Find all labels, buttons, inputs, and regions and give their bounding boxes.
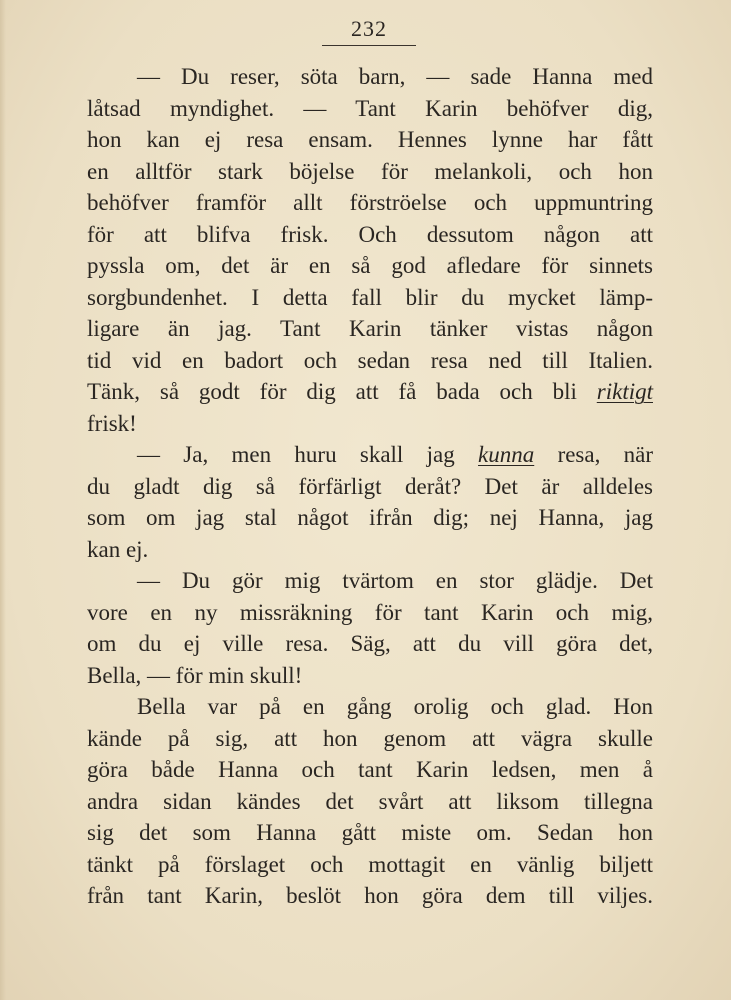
text-line [87,219,653,251]
text-line [87,408,653,440]
text-line [87,880,653,912]
text-line-main: pyssla om, det är en så god afledare för sinnets [87,253,653,278]
text-line-main: ligare än jag. Tant Karin tänker vistas någon [87,316,653,341]
text-line-main: — Du reser, söta barn, — sade Hanna med [137,64,653,89]
text-line-main: som om jag stal något ifrån dig; nej Hanna, jag [87,505,653,530]
text-line [87,565,653,597]
text-line [87,93,653,125]
text-line-main: kände på sig, att hon genom att vägra skulle [87,725,653,751]
emphasized-word: kunna [478,442,535,467]
text-line-main: kan ej. [87,536,149,562]
text-line [87,754,653,786]
text-line [87,313,653,345]
text-line [87,534,653,566]
text-line-main: hon kan ej resa ensam. Hennes lynne har fått [87,127,653,152]
text-line [87,282,653,314]
text-line [87,723,653,755]
text-line-main: — Ja, men huru skall jag [137,442,455,467]
text-line-main: göra både Hanna och tant Karin ledsen, men å [87,757,653,782]
text-line-tail: resa, när [557,442,654,467]
page-number: 232 [351,16,387,41]
text-line-main: Bella, — för min skull! [87,662,303,688]
text-line-main: vore en ny missräkning för tant Karin och mig, [87,599,653,625]
text-line [87,786,653,818]
text-line [87,628,653,660]
text-line [87,439,653,471]
text-line [87,471,653,503]
text-line [87,849,653,881]
text-line [87,660,653,692]
text-line [87,597,653,629]
text-line [87,187,653,219]
body-text [87,61,653,912]
text-line-main: — Du gör mig tvärtom en stor glädje. Det [137,568,653,593]
text-line-main: Bella var på en gång orolig och glad. Hon [137,694,653,719]
text-line-main: frisk! [87,410,137,436]
text-line [87,817,653,849]
text-line [87,61,653,93]
text-line-main: andra sidan kändes det svårt att liksom tillegna [87,788,653,814]
text-line-main: Tänk, så godt för dig att få bada och bli [87,379,577,404]
text-line-main: sig det som Hanna gått miste om. Sedan hon [87,820,653,845]
text-line-main: från tant Karin, beslöt hon göra dem till viljes. [87,883,653,908]
header-rule [322,45,416,46]
text-line-main: sorgbundenhet. I detta fall blir du mycket lämp- [87,284,653,310]
text-line-main: tänkt på förslaget och mottagit en vänlig biljett [87,851,653,877]
emphasized-word: riktigt [596,379,653,404]
text-line-main: för att blifva frisk. Och dessutom någon att [87,221,653,247]
text-line-main: behöfver framför allt förströelse och uppmuntring [87,190,653,215]
text-line-main: en alltför stark böjelse för melankoli, och hon [87,158,653,184]
text-line-main: tid vid en badort och sedan resa ned till Italien. [87,347,653,373]
text-line [87,691,653,723]
text-line [87,376,653,408]
text-line [87,156,653,188]
text-line-main: du gladt dig så förfärligt deråt? Det är alldeles [87,473,653,499]
text-line [87,502,653,534]
text-line-main: låtsad myndighet. — Tant Karin behöfver dig, [87,95,653,121]
text-line [87,124,653,156]
text-line-main: om du ej ville resa. Säg, att du vill göra det, [87,631,653,656]
page-binding-edge [0,0,6,1000]
text-line [87,250,653,282]
text-line [87,345,653,377]
